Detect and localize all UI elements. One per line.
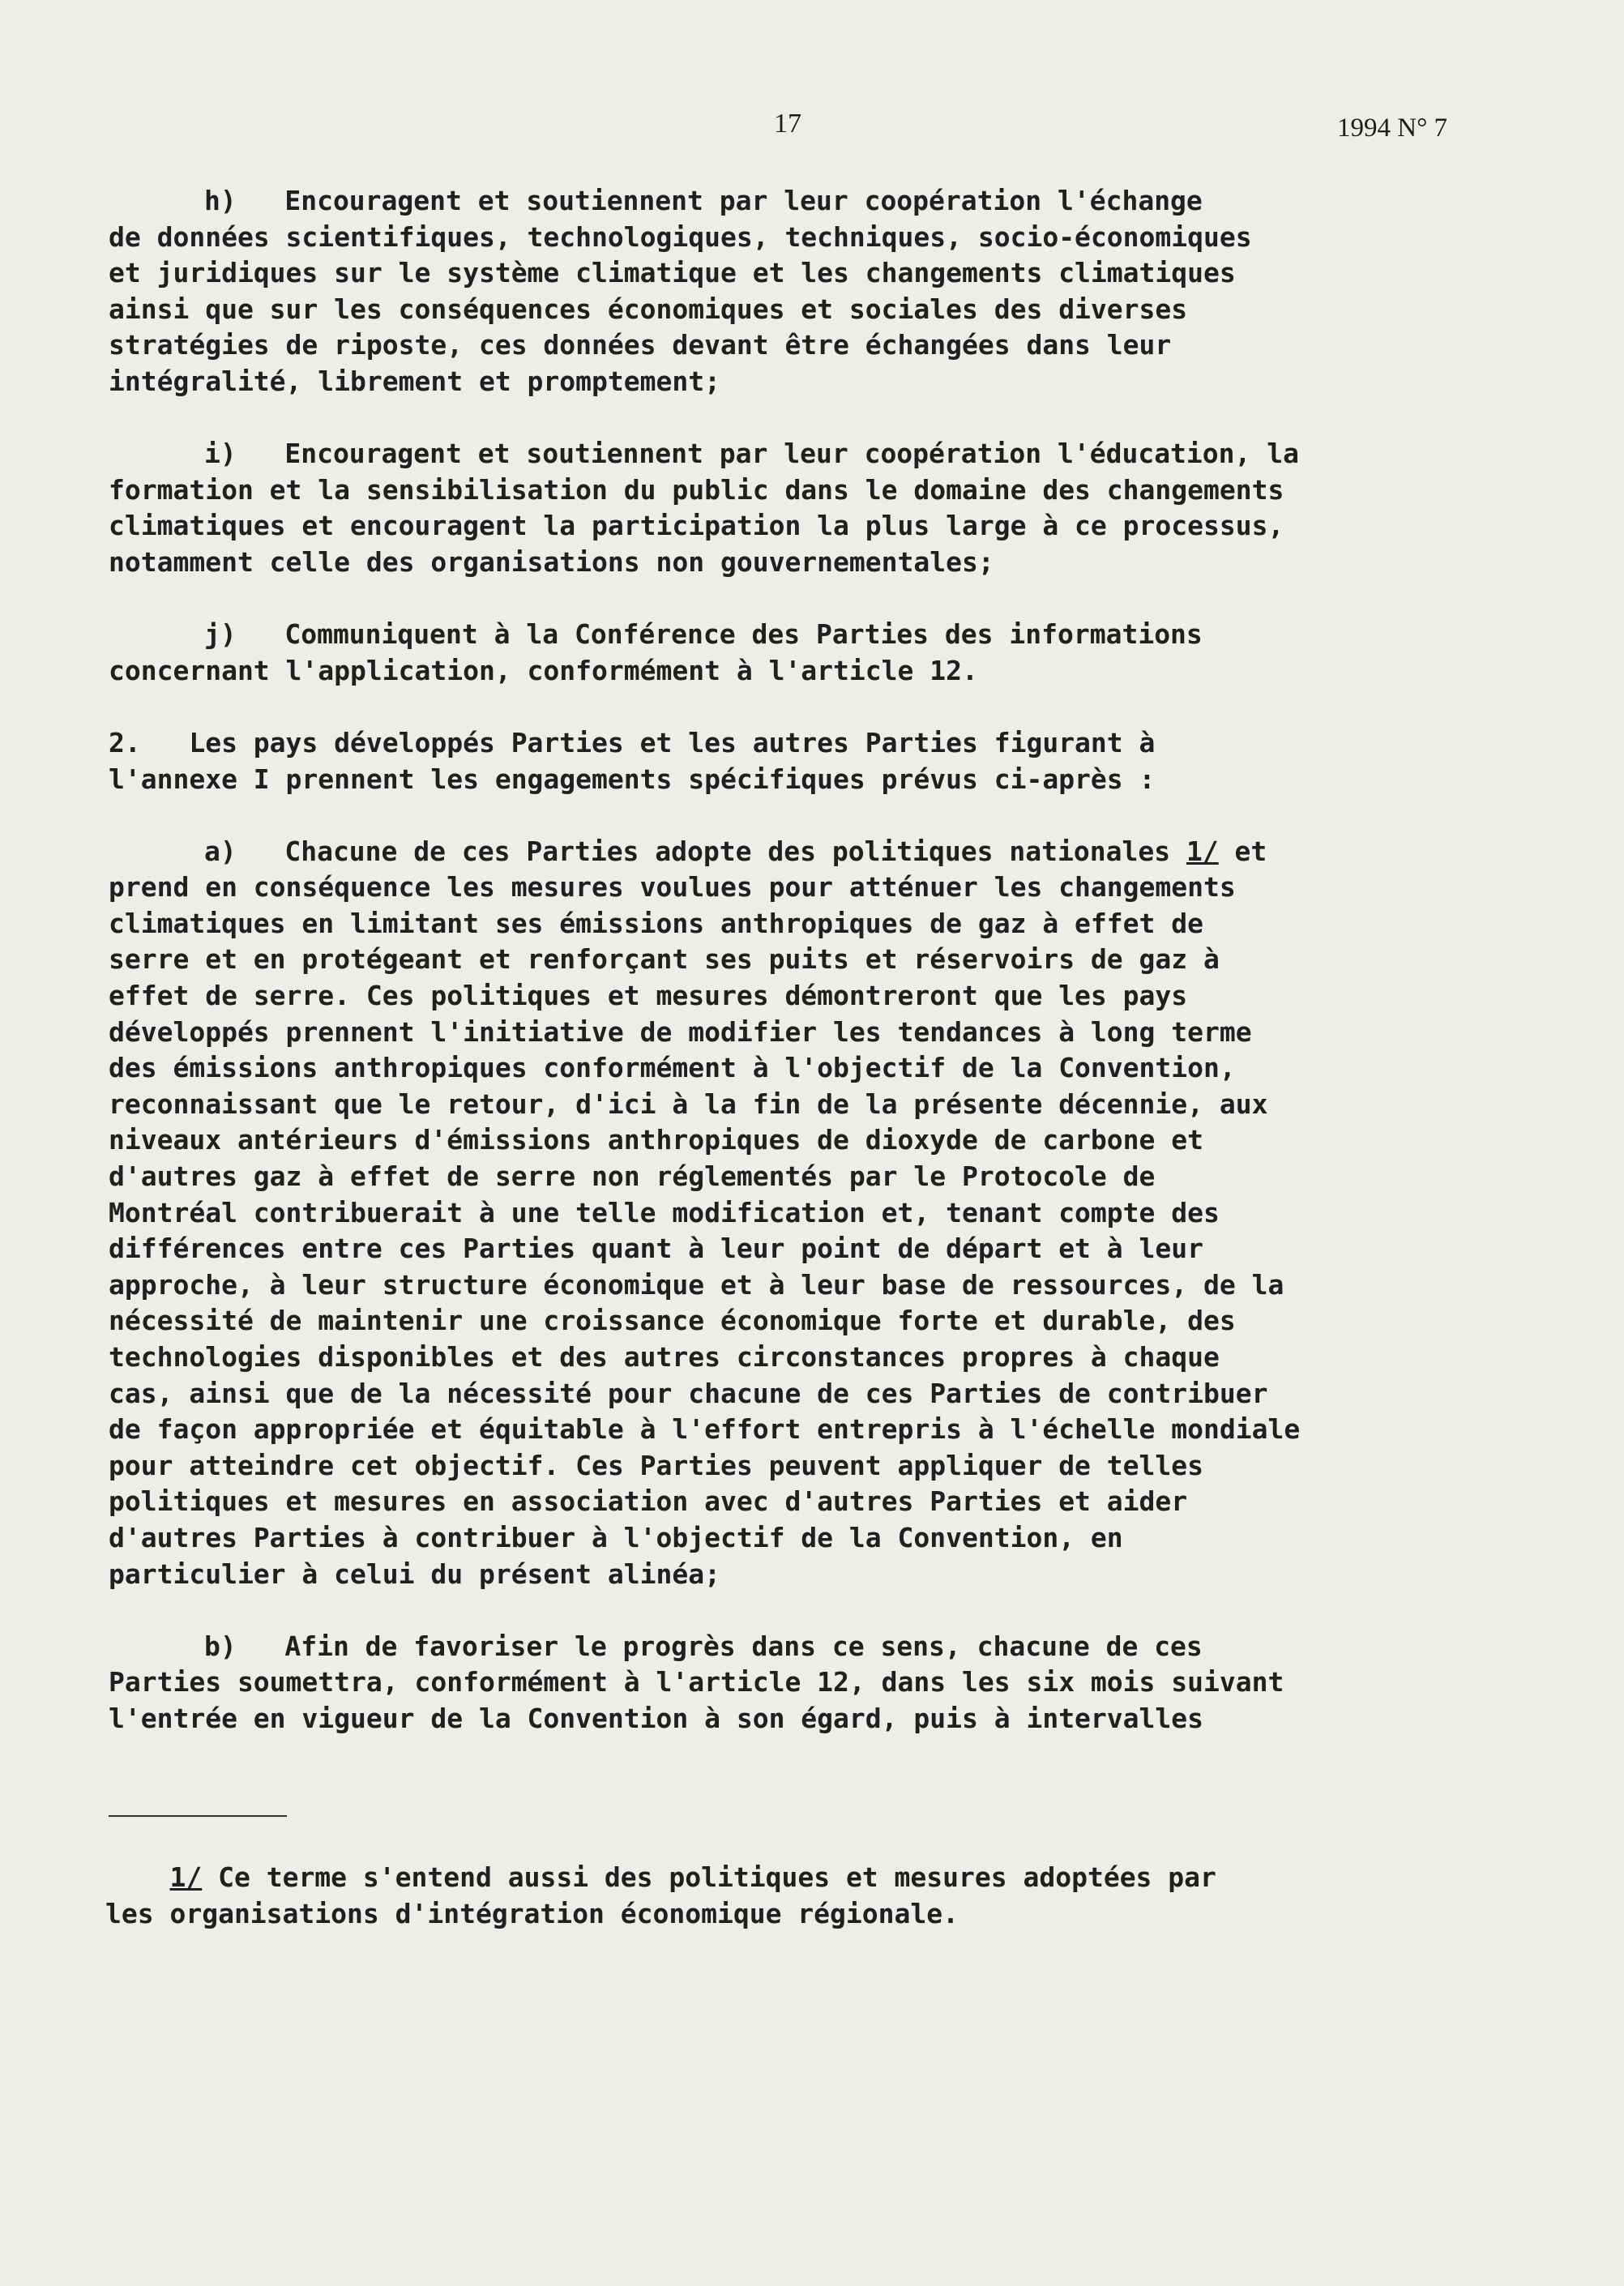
paragraph-b — [109, 1629, 1486, 1737]
page-number: 17 — [774, 109, 801, 139]
text-line: niveaux antérieurs d'émissions anthropiques de dioxyde de carbone et — [109, 1124, 1204, 1156]
document-reference: 1994 N° 7 — [1337, 113, 1448, 143]
text-line: climatiques en limitant ses émissions anthropiques de gaz à effet de — [109, 907, 1204, 939]
footnote-line: les organisations d'intégration économique régionale. — [105, 1897, 959, 1929]
text-line: cas, ainsi que de la nécessité pour chacune de ces Parties de contribuer — [109, 1377, 1268, 1409]
paragraph-2 — [109, 725, 1486, 797]
text-line: concernant l'application, conformément à l'article 12. — [109, 654, 978, 686]
text-line: Parties soumettra, conformément à l'article 12, dans les six mois suivant — [109, 1666, 1284, 1698]
text-line: climatiques et encouragent la participation la plus large à ce processus, — [109, 510, 1284, 542]
text-line: particulier à celui du présent alinéa; — [109, 1557, 720, 1590]
text-line: des émissions anthropiques conformément à l'objectif de la Convention, — [109, 1052, 1236, 1084]
text-line: développés prennent l'initiative de modifier les tendances à long terme — [109, 1015, 1252, 1048]
text-line: technologies disponibles et des autres circonstances propres à chaque — [109, 1341, 1220, 1373]
text-line: h) Encouragent et soutiennent par leur coopération l'échange — [204, 185, 1203, 216]
text-line: politiques et mesures en association avec d'autres Parties et aider — [109, 1485, 1188, 1518]
text-line: d'autres Parties à contribuer à l'objectif de la Convention, en — [109, 1521, 1123, 1553]
text-line: b) Afin de favoriser le progrès dans ce sens, chacune de ces — [204, 1630, 1203, 1662]
text-line: approche, à leur structure économique et à leur base de ressources, de la — [109, 1268, 1284, 1301]
text-line: formation et la sensibilisation du public dans le domaine des changements — [109, 473, 1284, 506]
document-body — [109, 183, 1486, 1773]
footnote-marker: 1/ — [169, 1861, 203, 1893]
footnote-line — [105, 1860, 1483, 1896]
text-line: effet de serre. Ces politiques et mesures démontreront que les pays — [109, 980, 1188, 1012]
text-line: stratégies de riposte, ces données devant être échangées dans leur — [109, 329, 1172, 361]
paragraph-h — [109, 183, 1486, 400]
text-line: 2. Les pays développés Parties et les autres Parties figurant à — [109, 726, 1156, 758]
text-line: serre et en protégeant et renforçant ses puits et réservoirs de gaz à — [109, 943, 1220, 976]
text-segment: et — [1218, 835, 1267, 867]
footnote-text: Ce terme s'entend aussi des politiques et mesures adoptées par — [202, 1861, 1216, 1893]
paragraph-j — [109, 617, 1486, 689]
text-line — [109, 834, 1486, 870]
text-line: ainsi que sur les conséquences économiques et sociales des diverses — [109, 293, 1188, 325]
text-line: l'annexe I prennent les engagements spécifiques prévus ci-après : — [109, 763, 1156, 795]
text-line: j) Communiquent à la Conférence des Parties des informations — [204, 618, 1203, 651]
text-line: i) Encouragent et soutiennent par leur coopération l'éducation, la — [204, 438, 1300, 470]
text-line: de données scientifiques, technologiques, techniques, socio-économiques — [109, 220, 1252, 253]
text-line: pour atteindre cet objectif. Ces Parties peuvent appliquer de telles — [109, 1449, 1204, 1481]
text-line: prend en conséquence les mesures voulues pour atténuer les changements — [109, 871, 1236, 904]
text-line: l'entrée en vigueur de la Convention à son égard, puis à intervalles — [109, 1702, 1204, 1734]
text-segment: a) Chacune de ces Parties adopte des politiques nationales — [204, 835, 1186, 867]
footnote — [105, 1860, 1483, 1932]
text-line: reconnaissant que le retour, d'ici à la fin de la présente décennie, aux — [109, 1087, 1268, 1120]
text-line: d'autres gaz à effet de serre non réglementés par le Protocole de — [109, 1160, 1156, 1193]
text-line: de façon appropriée et équitable à l'effort entrepris à l'échelle mondiale — [109, 1413, 1301, 1446]
text-line: notamment celle des organisations non gouvernementales; — [109, 545, 994, 578]
footnote-divider — [109, 1815, 287, 1817]
text-line: et juridiques sur le système climatique et les changements climatiques — [109, 257, 1236, 289]
footnote-reference: 1/ — [1186, 835, 1219, 867]
paragraph-a — [109, 834, 1486, 1592]
paragraph-i — [109, 436, 1486, 580]
text-line: nécessité de maintenir une croissance économique forte et durable, des — [109, 1305, 1236, 1337]
text-line: différences entre ces Parties quant à leur point de départ et à leur — [109, 1233, 1204, 1265]
text-line: Montréal contribuerait à une telle modification et, tenant compte des — [109, 1196, 1220, 1228]
text-line: intégralité, librement et promptement; — [109, 365, 720, 397]
